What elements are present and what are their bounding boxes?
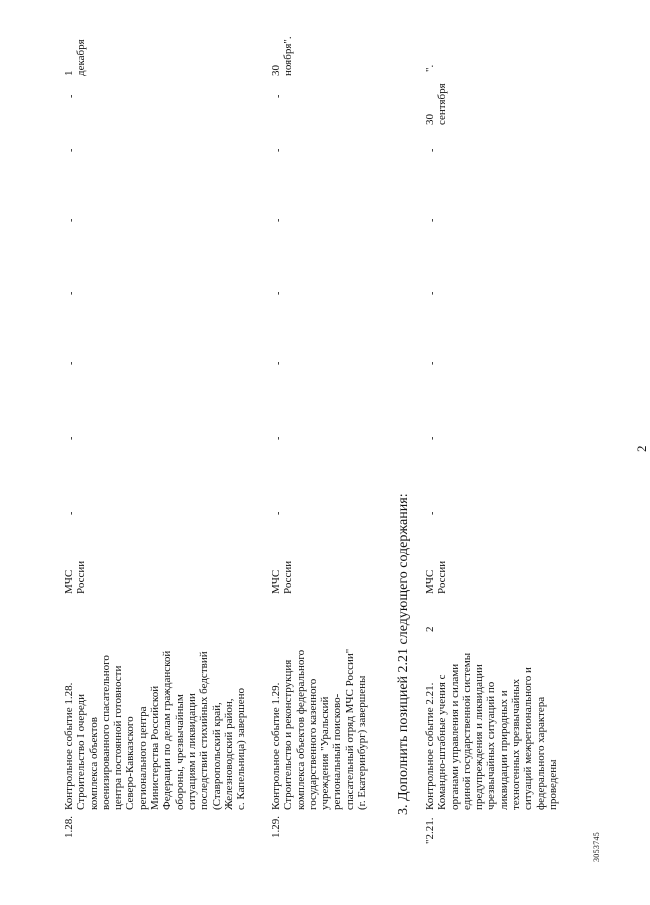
row-1-29-description: Контрольное событие 1.29. Строительство и реконструкция комплекса объектов федерального государственного казенного учреждения "Уральский региональный поисково- спасательный отряд МЧС России" (г. Екатеринбург) завершены <box>270 648 369 810</box>
empty-cell-dash: - <box>427 436 438 440</box>
page-number-text: 2 <box>634 445 649 452</box>
empty-cell-dash: - <box>66 511 77 515</box>
empty-cell-dash: - <box>66 436 77 440</box>
empty-cell-dash: - <box>427 148 438 152</box>
empty-cell-dash: - <box>273 436 284 440</box>
empty-cell-dash: - <box>66 94 77 98</box>
empty-cell-dash: - <box>273 291 284 295</box>
document-number: 3053745 <box>592 831 601 862</box>
empty-cell-dash: - <box>273 511 284 515</box>
row-1-29-number: 1.29. <box>270 816 282 838</box>
empty-cell-dash: - <box>427 218 438 222</box>
row-1-29-executor: МЧС России <box>270 560 295 594</box>
row-2-21-description: Контрольное событие 2.21. Командно-штабные учения с органами управления и силами единой государственной системы предупреждения и ликвидации чрезвычайных ситуаций по ликвидации природных и техногенных чрезвычайных ситуаций межрегионального и федерального характера проведены <box>424 652 559 810</box>
empty-cell-dash: - <box>66 291 77 295</box>
empty-cell-dash: - <box>427 361 438 365</box>
empty-cell-dash: - <box>427 291 438 295</box>
amendment-instruction: 3. Дополнить позицией 2.21 следующего содержания: <box>396 493 411 815</box>
row-1-28-executor: МЧС России <box>63 560 88 594</box>
row-1-29-date: 30 ноября". <box>270 36 295 76</box>
row-2-21-executor: МЧС России <box>424 560 449 594</box>
row-1-28-number: 1.28. <box>63 816 75 838</box>
row-1-28-description: Контрольное событие 1.28. Строительство I очереди комплекса объектов военизированного спасательного центра постоянной готовности Северо-Кавказского регионального центра Министерства Российской Федерации по делам гражданской обороны, чрезвычайным ситуациям и ликвидации последствий стихийных бедствий (Ставропольский край, Железноводский район, с. Капельница) завершено <box>63 650 248 810</box>
empty-cell-dash: - <box>66 218 77 222</box>
page-number <box>634 446 650 453</box>
row-2-21-closing-quote: ". <box>424 64 436 72</box>
empty-cell-dash: - <box>273 94 284 98</box>
row-2-21-responsible-code: 2 <box>424 626 436 632</box>
empty-cell-dash: - <box>273 361 284 365</box>
row-2-21-date: 30 сентября <box>424 83 449 125</box>
row-2-21-number: "2.21. <box>424 817 436 844</box>
empty-cell-dash: - <box>273 148 284 152</box>
empty-cell-dash: - <box>273 218 284 222</box>
row-1-28-date: 1 декабря <box>63 39 88 76</box>
empty-cell-dash: - <box>427 511 438 515</box>
empty-cell-dash: - <box>66 361 77 365</box>
empty-cell-dash: - <box>66 148 77 152</box>
